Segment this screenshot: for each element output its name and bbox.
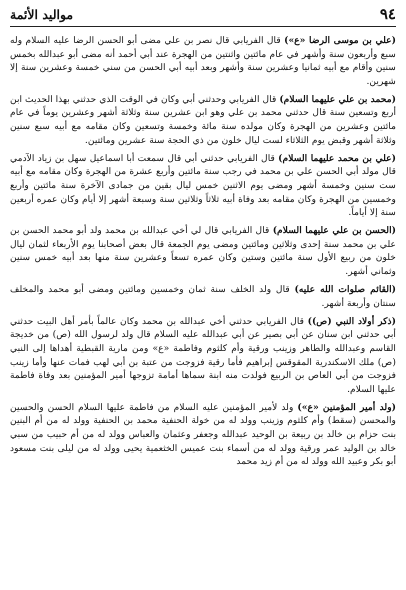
- section-jawad: [10, 93, 396, 147]
- section-hadi: [10, 152, 396, 220]
- section-amir-children: [10, 401, 396, 469]
- section-reza: [10, 34, 396, 88]
- book-page: [10, 0, 396, 590]
- book-title: مواليد الأئمة: [10, 6, 74, 22]
- section-prophet-children: [10, 315, 396, 397]
- section-heading: (الحسن بن علي عليهما السلام): [272, 225, 397, 237]
- section-text: قال الفريابي حدثني أخي عبدالله بن محمد وكان عالماً بأمر أهل البيت حدثني أبي حدثني ابن سنان عن أبي بصير عن أبي عبدالله عليه السلام قال ولد لرسول الله (ص) من خديجة القاسم وعبدالله والطاهر وزينب ورقية وأم كلثوم وفاطمة «ع» ومن مارية القبطية أهداها إلى النبي (ص) ملك الاسكندرية المقوقس إبراهيم فأما رقية فزوجت من عتبة بن أبي لهب فمات عنها وأما زينب فزوجت من أبي العاص بن الربيع فولدت منه ابنة سماها أمامة تزوجها أمير المؤمنين بعد وفاة فاطمة عليها السلام.: [10, 315, 396, 395]
- section-heading: (ذكر أولاد النبي (ص)): [307, 315, 396, 327]
- section-text: قال الفريابي قال لي أخي عبدالله بن محمد ولد أبو محمد الحسن بن علي بن محمد سنة إحدى وثلاثين ومائتين ومضى يوم الجمعة قال بعض أصحابنا يوم الأربعاء لثمان ليال خلون من ربيع الأول سنة مائتين وستين وكان عمره تسعاً وعشرين سنة منها بعد أبيه خمس سنين وثماني أشهر.: [10, 225, 396, 277]
- page-header: [10, 2, 396, 27]
- section-text: قال الفريابي حدثني أبي قال سمعت أبا اسماعيل سهل بن زياد الآدمي قال مولد أبي الحسن علي بن محمد في رجب سنة مائتين وأربع عشرة من الهجرة وكان مقامه مع أبيه ست سنين وخمسة أشهر ومضى يوم الاثنين خمس ليال بقين من جمادى الآخرة سنة مائتين وأربع وخمسين من الهجرة وكان مقامه بعد وفاة أبيه ثلاثاً وثلاثين سنة وسبعة أشهر إلا أيام وكان عمره أربعين سنة إلا أياماً.: [10, 152, 396, 219]
- section-askari: [10, 224, 396, 278]
- section-heading: (علي بن موسى الرضا «ع»): [284, 35, 396, 46]
- page-number: ٩٤: [379, 5, 396, 23]
- section-text: ولد لأمير المؤمنين عليه السلام من فاطمة عليها السلام الحسن والحسين والمحسن (سقط) وأم كلثوم وزينب وولد له من خولة الحنفية محمد بن الحنفية وولد له من أم البنين بنت حزام بن خالد بن ربيعة بن الوحيد عبدالله وجعفر وعثمان والعباس وولد له من أم حبيب من سبي خالد بن الوليد عمر ورقية وولد له من أسماء بنت عميس الخثعمية يحيى وولد له من ليلى بنت مسعود أبو بكر وعبيد الله وولد له من أم زيد محمد: [10, 401, 396, 468]
- section-heading: (علي بن محمد عليهما السلام): [278, 152, 396, 164]
- section-heading: (ولد أمير المؤمنين «ع»): [297, 401, 397, 413]
- page-body: [10, 34, 396, 473]
- section-text: قال ولد الخلف سنة ثمان وخمسين ومائتين ومضى أبو محمد والمخلف سنتان وأربعة أشهر.: [10, 284, 396, 309]
- section-heading: (محمد بن علي عليهما السلام): [279, 93, 396, 105]
- section-qaim: [10, 283, 396, 310]
- section-text: قال الفريابي وحدثني أبي وكان في الوقت الذي حدثني بهذا الحديث ابن أربع وتسعين سنة قال حدثني محمد بن علي وهو ابن عشرين سنة وثلاثة أشهر وعشرين يوماً في عام مائتين وعشرين من الهجرة وكان مولده سنة مائة وخمسة وتسعين وكان مقامه مع أبيه سبع سنين وثلاثة أشهر وقبض يوم الثلاثاء لست ليال خلون من ذي الحجة سنة عشرين ومائتين.: [10, 93, 396, 146]
- section-text: قال الفريابي قال نصر بن علي مضى أبو الحسن الرضا عليه السلام وله سبع وأربعون سنة وأشهر في عام مائتين واثنتين من الهجرة عند أبي أحمد أنه مضى أبو عبدالله بخمس سنين وأقام مع أبيه ثمانيا وعشرين سنة وأشهر وبعد أبيه أبي الحسن من سني خمسة وعشرين سنة إلا شهرين.: [10, 35, 396, 87]
- section-heading: (القائم صلوات الله عليه): [294, 284, 396, 296]
